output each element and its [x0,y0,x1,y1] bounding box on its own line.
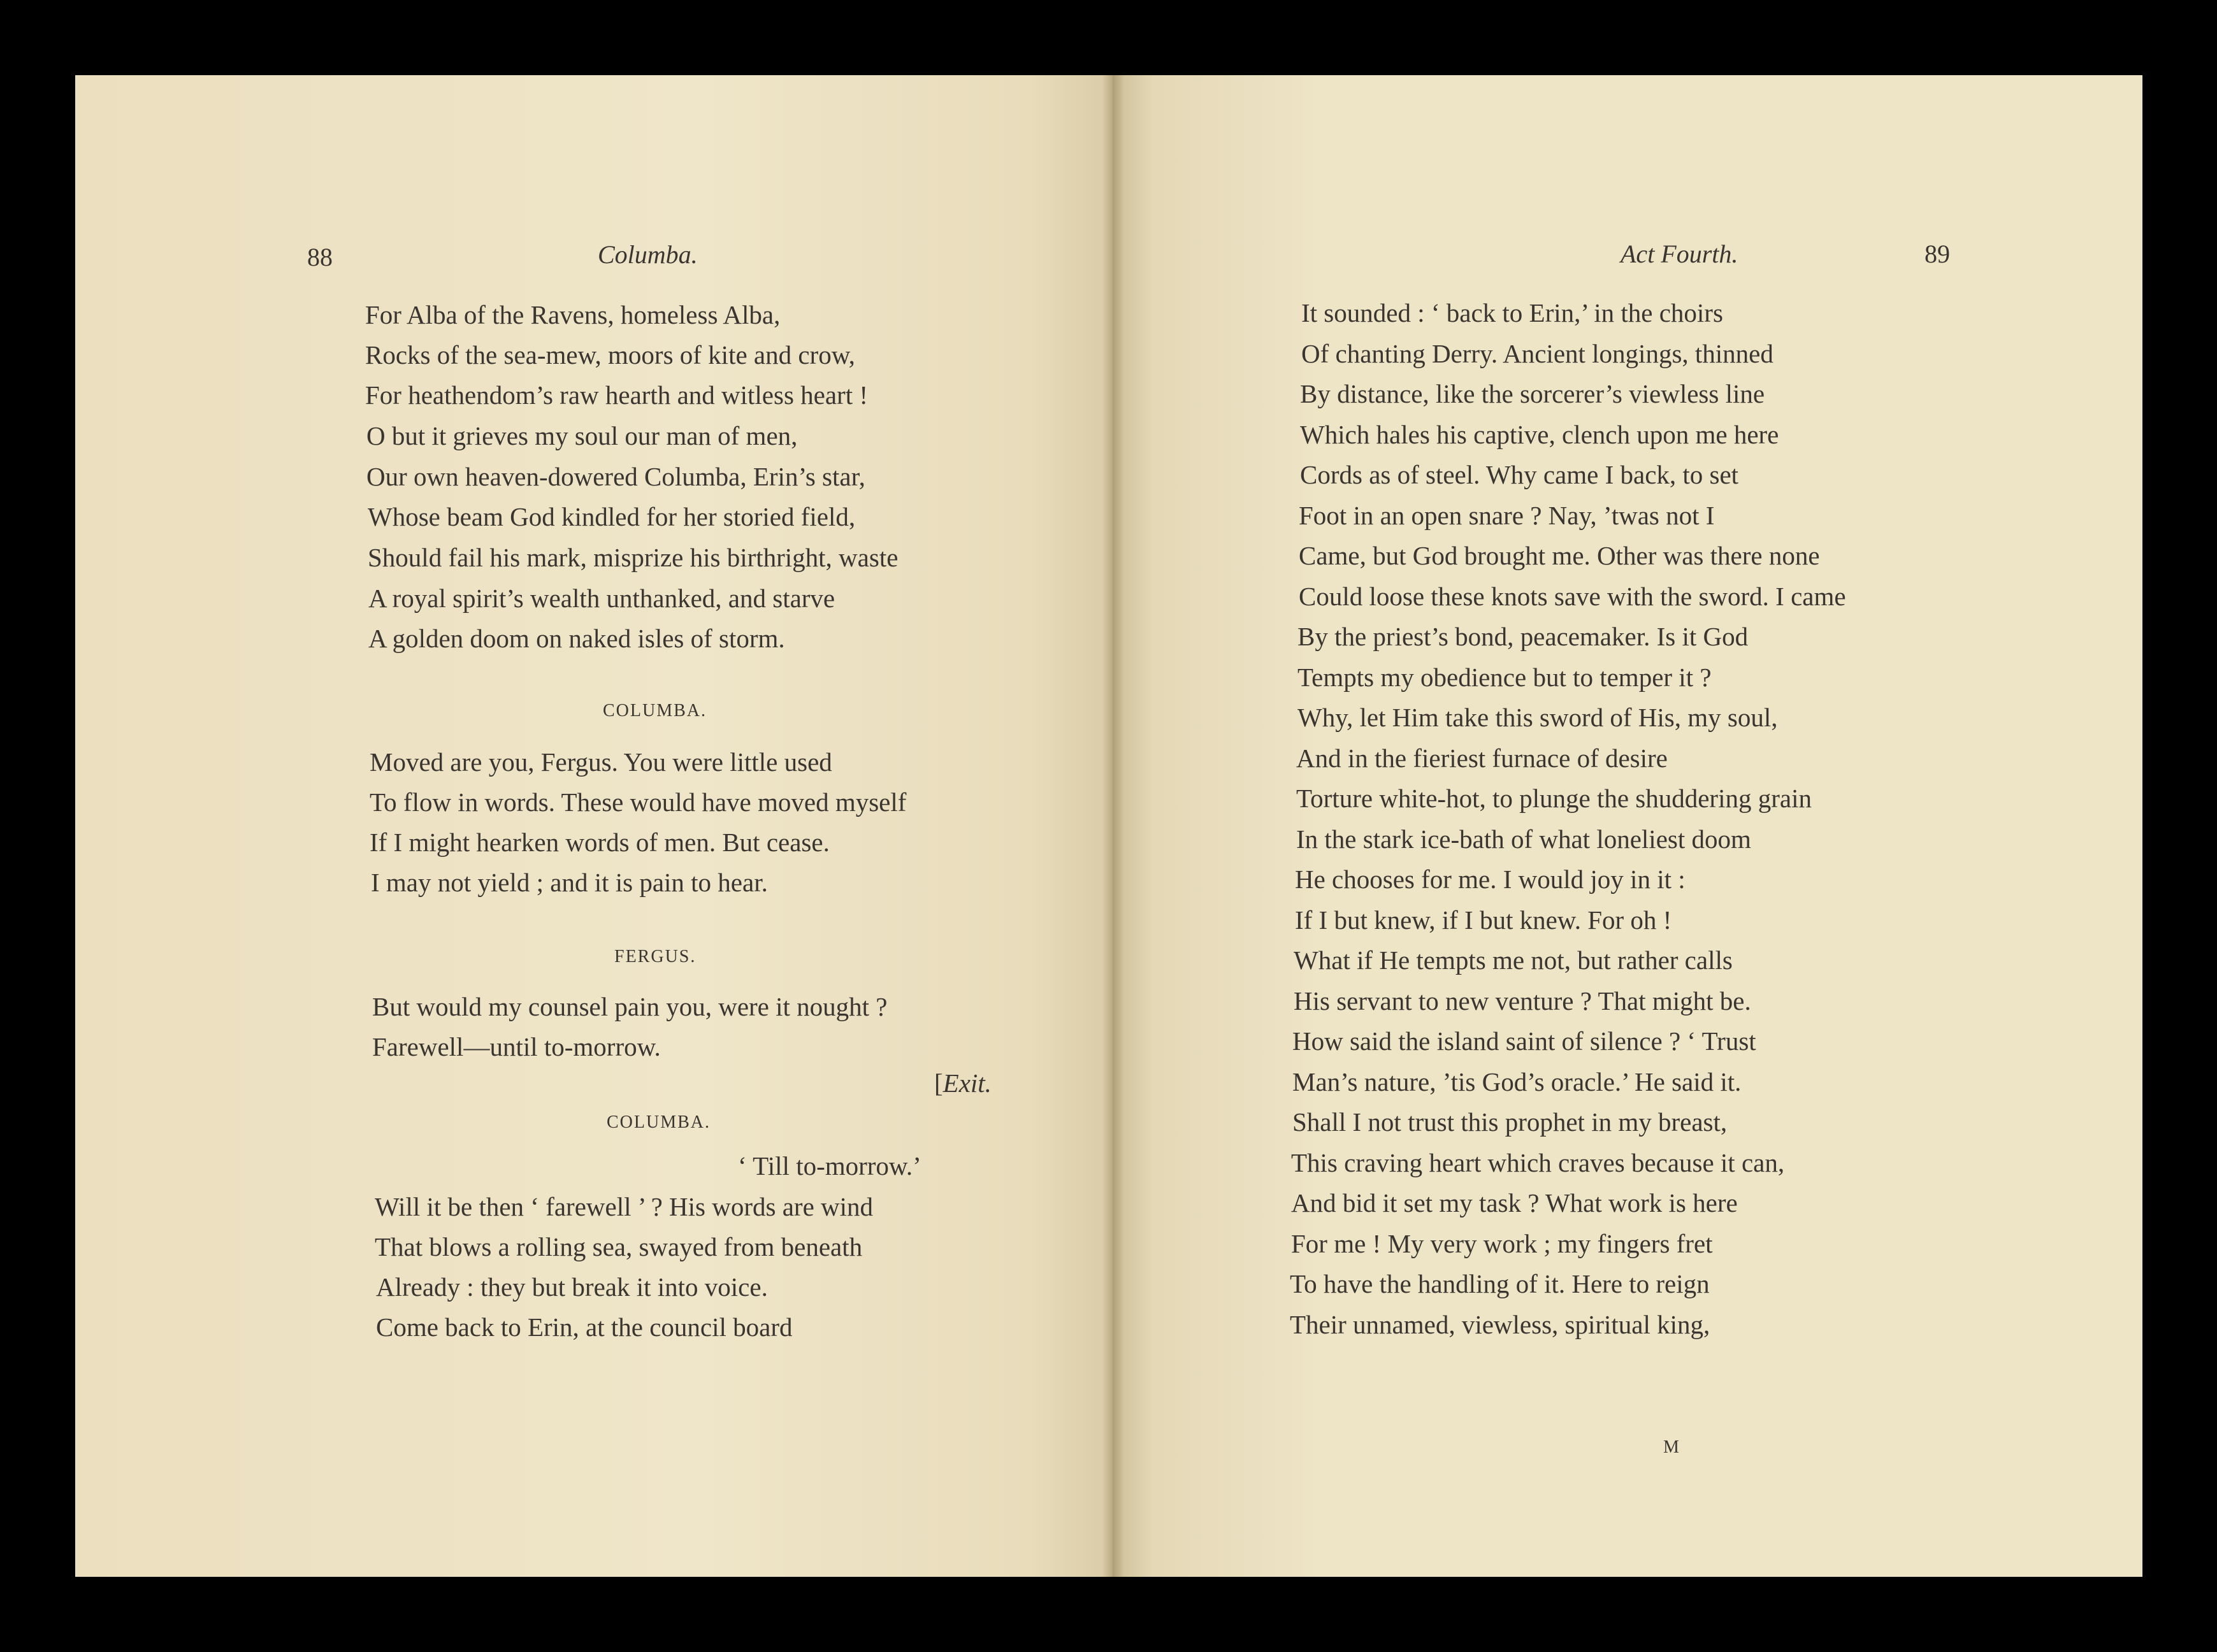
verse-line: To have the handling of it. Here to reign [1290,1269,1710,1298]
verse-line: This craving heart which craves because it can, [1291,1148,1785,1177]
verse-line: Farewell—until to-morrow. [372,1032,661,1061]
verse-line: Will it be then ‘ farewell ’ ? His words are wind [375,1192,874,1221]
verse-cue: ‘ Till to-morrow.’ [738,1151,921,1181]
verse-line: Our own heaven-dowered Columba, Erin’s star, [366,462,865,491]
verse-line: And bid it set my task ? What work is here [1291,1188,1738,1217]
verse-line: How said the island saint of silence ? ‘ Trust [1292,1026,1756,1056]
verse-line: Should fail his mark, misprize his birthright, waste [368,543,899,572]
verse-line: Already : they but break it into voice. [376,1272,768,1302]
page-number: 88 [307,243,333,271]
signature-mark: M [1663,1437,1679,1457]
verse-line: Rocks of the sea-mew, moors of kite and crow, [365,340,855,370]
verse-line: What if He tempts me not, but rather calls [1294,945,1733,975]
verse-line: Why, let Him take this sword of His, my soul, [1297,703,1778,732]
verse-line: Of chanting Derry. Ancient longings, thinned [1301,339,1773,368]
page-number: 89 [1925,240,1950,268]
left-page [75,75,1113,1577]
verse-line: Moved are you, Fergus. You were little used [370,747,832,777]
verse-line: If I but knew, if I but knew. For oh ! [1295,905,1672,935]
verse-line: If I might hearken words of men. But cease. [370,828,830,857]
verse-line: Shall I not trust this prophet in my breast, [1292,1107,1728,1137]
verse-line: Torture white-hot, to plunge the shuddering grain [1296,784,1812,813]
verse-line: For heathendom’s raw hearth and witless heart ! [365,380,869,410]
verse-line: To flow in words. These would have moved myself [370,787,907,817]
verse-line: Their unnamed, viewless, spiritual king, [1290,1310,1710,1339]
verse-line: I may not yield ; and it is pain to hear. [371,868,768,897]
verse-line: For me ! My very work ; my fingers fret [1291,1229,1713,1258]
verse-line: Cords as of steel. Why came I back, to set [1300,460,1739,489]
speaker-heading: COLUMBA. [607,1112,711,1132]
running-head: Act Fourth. [1621,240,1738,268]
verse-line: And in the fieriest furnace of desire [1296,743,1668,773]
verse-line: That blows a rolling sea, swayed from beneath [375,1232,863,1261]
verse-line: Tempts my obedience but to temper it ? [1297,663,1712,692]
verse-line: Foot in an open snare ? Nay, ’twas not I [1299,501,1715,530]
verse-line: His servant to new venture ? That might be. [1294,986,1751,1016]
book-spread [75,75,2142,1577]
verse-line: For Alba of the Ravens, homeless Alba, [365,300,781,329]
verse-line: But would my counsel pain you, were it nought ? [372,992,888,1021]
right-page [1113,75,2142,1577]
verse-line: Came, but God brought me. Other was there none [1299,541,1820,570]
verse-line: It sounded : ‘ back to Erin,’ in the choirs [1301,298,1723,327]
verse-line: Which hales his captive, clench upon me here [1300,420,1779,449]
verse-line: In the stark ice-bath of what loneliest doom [1296,824,1751,854]
verse-line: Could loose these knots save with the sword. I came [1299,582,1846,611]
verse-line: A royal spirit’s wealth unthanked, and starve [368,584,835,613]
verse-line: He chooses for me. I would joy in it : [1295,865,1686,894]
verse-line: O but it grieves my soul our man of men, [366,421,798,450]
book-gutter [1102,75,1124,1577]
speaker-heading: FERGUS. [614,947,697,966]
verse-line: A golden doom on naked isles of storm. [368,624,785,653]
verse-line: By distance, like the sorcerer’s viewless line [1300,379,1765,408]
verse-line: By the priest’s bond, peacemaker. Is it God [1297,622,1749,651]
verse-line: Whose beam God kindled for her storied field, [368,502,856,531]
verse-line: Man’s nature, ’tis God’s oracle.’ He said it. [1292,1067,1742,1096]
running-head: Columba. [598,240,698,269]
verse-line: Come back to Erin, at the council board [376,1312,793,1342]
stage-direction: [Exit. [934,1068,992,1098]
speaker-heading: COLUMBA. [603,701,707,721]
